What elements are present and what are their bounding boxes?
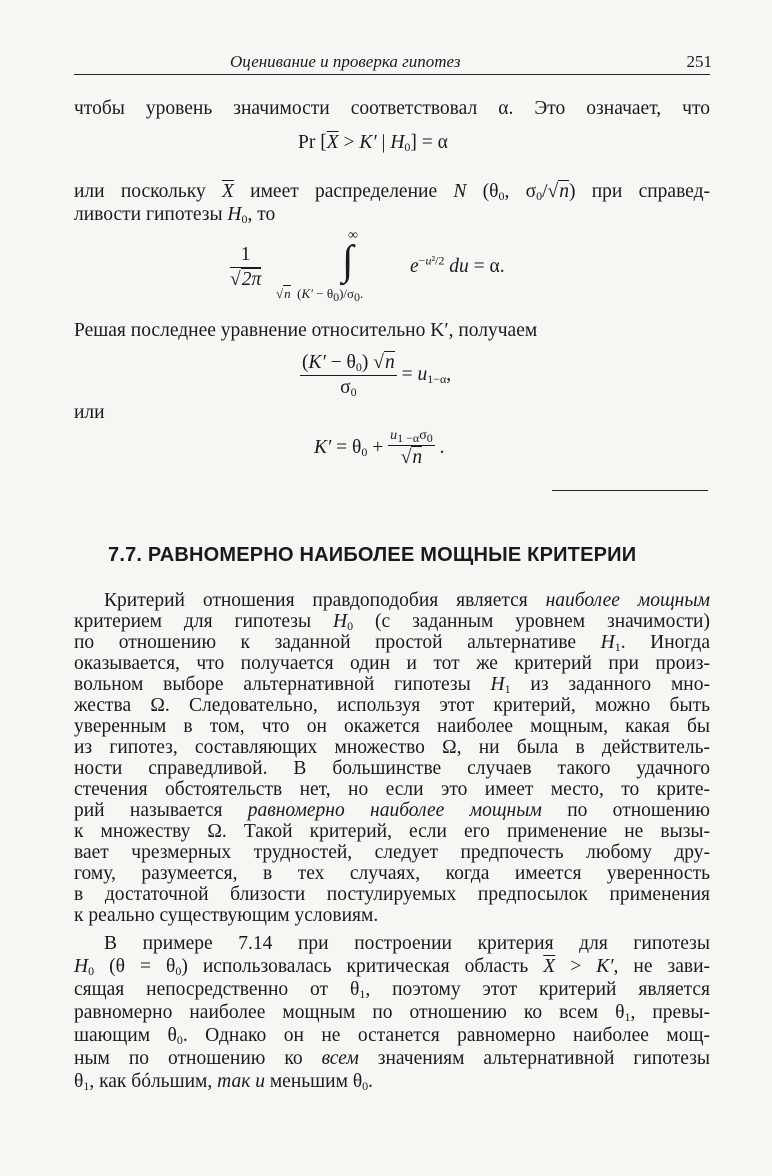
para2-line-3: сящая непосредственно от $\theta_1$, поэтому этот критерий является xyxy=(74,979,711,1001)
para2-line-2: $H_0$ $(\theta = \theta_0)$ использовалась критическая область $\overline{X} > K'$, не зави- xyxy=(74,956,711,978)
text-line-4: Решая последнее уравнение относительно K′, получаем xyxy=(74,320,538,341)
para2-line-6: ным по отношению ко всем значениям альтернативной гипотезы xyxy=(74,1048,710,1069)
text-line-1: чтобы уровень значимости соответствовал α. Это означает, что xyxy=(74,98,710,119)
running-header-title: Оценивание и проверка гипотез xyxy=(230,52,461,71)
equation-k: $K' = \theta_0$ + $\frac{u_{1 -\alpha}\sigma_0}{√n}$ . xyxy=(314,428,445,468)
equation-u: $\frac{(K' - \theta_0) √n}{\sigma_0}$ = $u_{1-\alpha}$, xyxy=(302,352,452,399)
para1-line-5: вольном выборе альтернативной гипотезы $H_1$ из заданного мно- xyxy=(74,674,710,696)
para1-line-3: по отношению к заданной простой альтернативе $H_1$. Иногда xyxy=(74,632,710,654)
para1-line-10: стечения обстоятельств нет, но если это имеет место, то крите- xyxy=(74,779,710,800)
para1-line-15: в достаточной близости постулируемых предпосылок применения xyxy=(74,884,710,905)
para1-line-11: рий называется равномерно наиболее мощным по отношению xyxy=(74,800,710,821)
text-ili: или xyxy=(74,402,105,423)
para2-line-4: равномерно наиболее мощным по отношению ко всем $\theta_1$, превы- xyxy=(74,1002,710,1024)
para2-line-1: В примере 7.14 при построении критерия для гипотезы xyxy=(104,933,710,954)
para1-line-2: критерием для гипотезы $H_0$ (с заданным уровнем значимости) xyxy=(74,611,710,633)
text-line-3: ливости гипотезы $H_0$, то xyxy=(74,204,276,226)
para1-line-7: уверенным в том, что он окажется наиболее мощным, какая бы xyxy=(74,716,710,737)
header-rule xyxy=(74,74,710,75)
para1-line-14: гому, разумеется, в тех случаях, когда имеется уверенность xyxy=(74,863,710,884)
para1-line-8: из гипотез, составляющих множество Ω, ни была в действитель- xyxy=(74,737,710,758)
para1-line-16: к реально существующим условиям. xyxy=(74,905,379,926)
para1-line-12: к множеству Ω. Такой критерий, если его применение не вызы- xyxy=(74,821,710,842)
para2-line-5: шающим $\theta_0$. Однако он не останется равномерно наиболее мощ- xyxy=(74,1025,710,1047)
para1-line-9: ности справедливой. В большинстве случаев такого удачного xyxy=(74,758,710,779)
equation-integral: $\frac{1}{√2\pi}$ ∞ ∫ √n $(K' - \theta_0)/\sigma_0$. $e^{-u^2/2}$ du = α. xyxy=(230,228,505,304)
para1-line-4: оказывается, что получается один и тот же критерий при произ- xyxy=(74,653,710,674)
section-heading: 7.7. РАВНОМЕРНО НАИБОЛЕЕ МОЩНЫЕ КРИТЕРИИ xyxy=(108,544,637,566)
para2-line-7: $\theta_1$, как бóльшим, так и меньшим $\theta_0$. xyxy=(74,1071,374,1093)
para1-line-13: вает чрезмерных трудностей, следует предпочесть любому дру- xyxy=(74,842,710,863)
para1-line-6: жества Ω. Следовательно, используя этот критерий, можно быть xyxy=(74,695,710,716)
text-line-2: или поскольку $\overline{X}$ имеет распределение N ($\theta_0$, $\sigma_0/√n$) при справед- xyxy=(74,181,710,203)
end-of-example-rule xyxy=(552,490,708,491)
page-number: 251 xyxy=(686,52,712,71)
equation-pr: Pr [$\overline{X} > K'$ | $H_0] = \alpha$ xyxy=(298,132,448,154)
para1-line-1: Критерий отношения правдоподобия является наиболее мощным xyxy=(104,590,711,611)
